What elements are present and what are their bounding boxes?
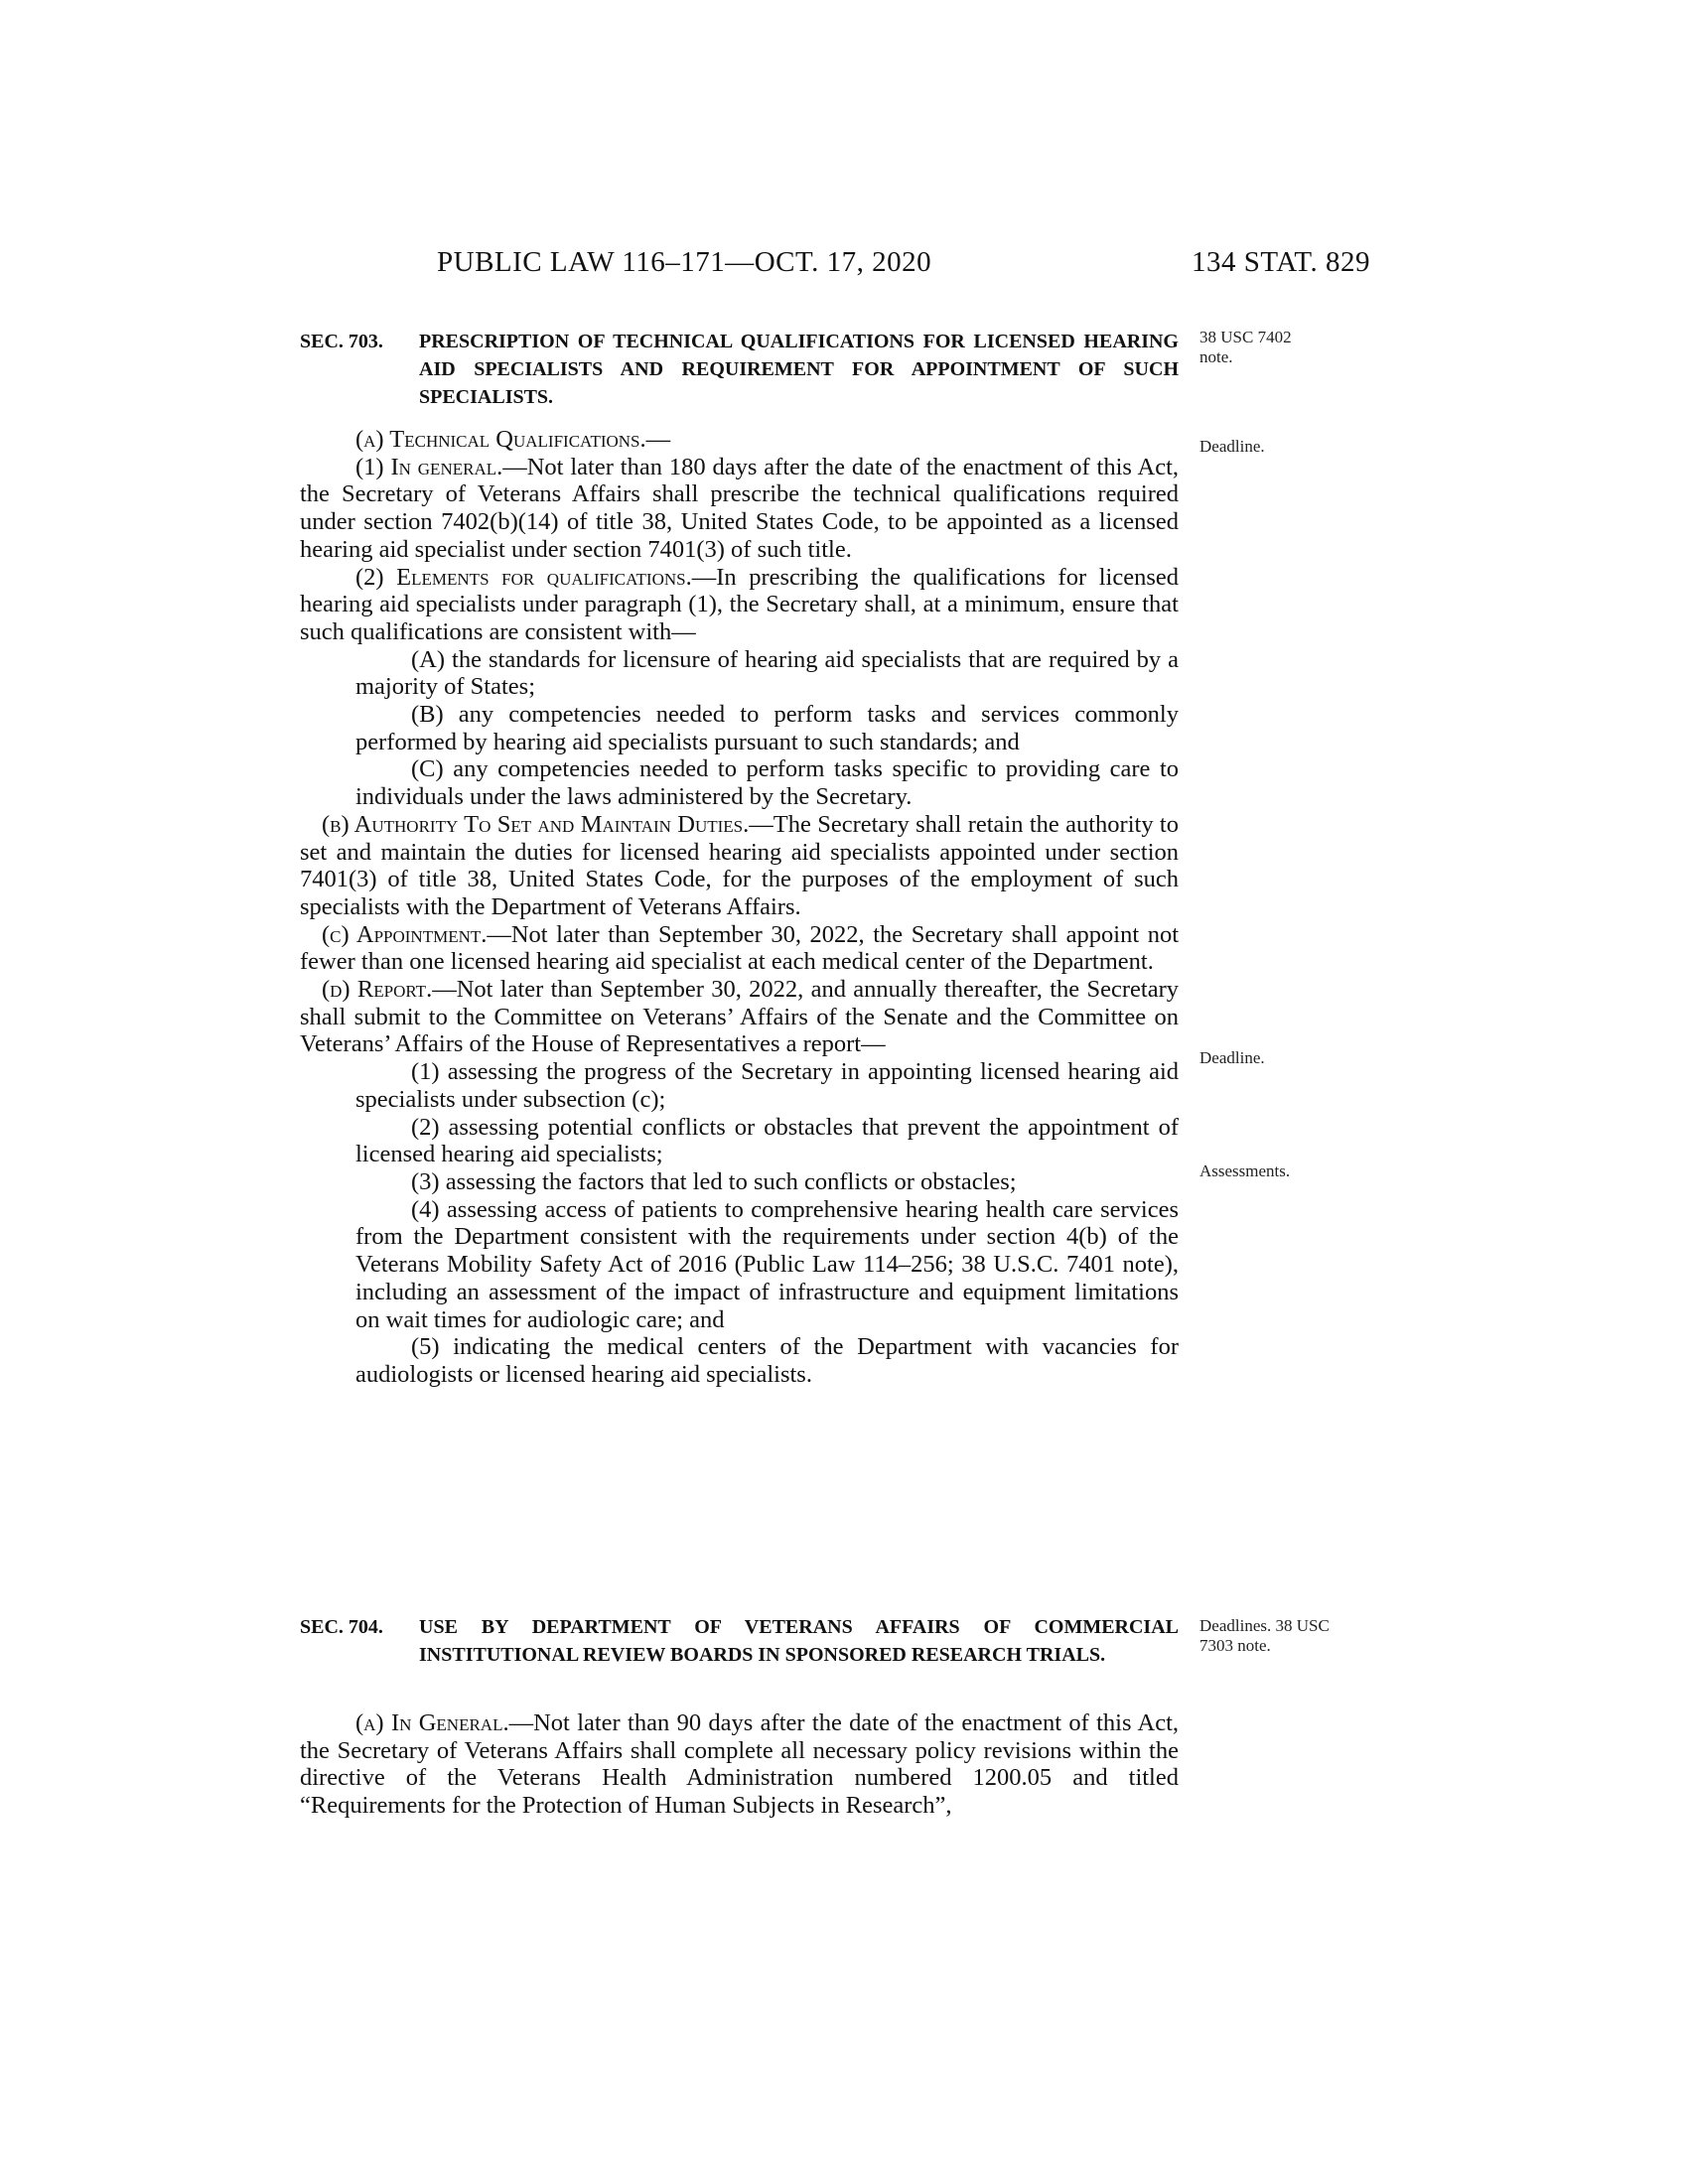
clause-a2A: (A) the standards for licensure of hearing aid specialists that are required by a majority of States; xyxy=(355,645,1179,701)
clause-d5: (5) indicating the medical centers of the Department with vacancies for audiologists or licensed hearing aid specialists. xyxy=(355,1333,1179,1388)
section-703-body xyxy=(300,426,1179,1389)
subsection-a: (a) In General.—Not later than 90 days after the date of the enactment of this Act, the Secretary of Veterans Affairs shall complete all necessary policy revisions within the directive of the Veterans Health Administration numbered 1200.05 and titled “Requirements for the Protection of Human Subjects in Research”, xyxy=(300,1709,1179,1820)
margin-note-assessments: Assessments. xyxy=(1199,1161,1291,1180)
running-head-title: PUBLIC LAW 116–171—OCT. 17, 2020 xyxy=(437,246,932,278)
section-number: SEC. 703. xyxy=(300,331,383,352)
section-number: SEC. 704. xyxy=(300,1616,383,1638)
page-number: 134 STAT. 829 xyxy=(1191,246,1370,278)
clause-d2: (2) assessing potential conflicts or obstacles that prevent the appointment of licensed hearing aid specialists; xyxy=(355,1113,1179,1168)
margin-note-deadlines-citation: Deadlines. 38 USC 7303 note. xyxy=(1199,1616,1330,1655)
section-703-heading xyxy=(300,328,1179,411)
subsection-a-heading: (a) Technical Qualifications.— xyxy=(355,426,671,453)
clause-d1: (1) assessing the progress of the Secretary in appointing licensed hearing aid specialists under subsection (c); xyxy=(355,1058,1179,1113)
clause-a2C: (C) any competencies needed to perform tasks specific to providing care to individuals under the laws administered by the Secretary. xyxy=(355,755,1179,811)
paragraph-a2: (2) Elements for qualifications.—In prescribing the qualifications for licensed hearing aid specialists under paragraph (1), the Secretary shall, at a minimum, ensure that such qualifications are consistent with— xyxy=(300,563,1179,645)
section-704-heading xyxy=(300,1613,1179,1697)
subsection-d: (d) Report.—Not later than September 30, 2022, and annually thereafter, the Secretary shall submit to the Committee on Veterans’ Affairs of the Senate and the Committee on Veterans’ Affairs of the House of Representatives a report— xyxy=(300,976,1179,1058)
margin-note-citation: 38 USC 7402 note. xyxy=(1199,328,1292,366)
section-704-body xyxy=(300,1709,1179,1820)
subsection-c: (c) Appointment.—Not later than September 30, 2022, the Secretary shall appoint not fewer than one licensed hearing aid specialist at each medical center of the Department. xyxy=(300,920,1179,976)
margin-note-deadline-2: Deadline. xyxy=(1199,1048,1265,1067)
section-title: PRESCRIPTION OF TECHNICAL QUALIFICATIONS FOR LICENSED HEARING AID SPECIALISTS AND REQUIREMENT FOR APPOINTMENT OF SUCH SPECIALISTS. xyxy=(419,331,1179,408)
section-title: USE BY DEPARTMENT OF VETERANS AFFAIRS OF COMMERCIAL INSTITUTIONAL REVIEW BOARDS IN SPONSORED RESEARCH TRIALS. xyxy=(419,1616,1179,1666)
margin-note-deadline-1: Deadline. xyxy=(1199,437,1265,456)
subsection-b: (b) Authority To Set and Maintain Duties.—The Secretary shall retain the authority to set and maintain the duties for licensed hearing aid specialists appointed under section 7401(3) of title 38, United States Code, for the purposes of the employment of such specialists with the Department of Veterans Affairs. xyxy=(300,810,1179,920)
clause-d4: (4) assessing access of patients to comprehensive hearing health care services from the Department consistent with the requirements under section 4(b) of the Veterans Mobility Safety Act of 2016 (Public Law 114–256; 38 U.S.C. 7401 note), including an assessment of the impact of infrastructure and equipment limitations on wait times for audiologic care; and xyxy=(355,1195,1179,1333)
paragraph-a1: (1) In general.—Not later than 180 days after the date of the enactment of this Act, the Secretary of Veterans Affairs shall prescribe the technical qualifications required under section 7402(b)(14) of title 38, United States Code, to be appointed as a licensed hearing aid specialist under section 7401(3) of such title. xyxy=(300,453,1179,563)
clause-d3: (3) assessing the factors that led to such conflicts or obstacles; xyxy=(411,1167,1017,1195)
clause-a2B: (B) any competencies needed to perform tasks and services commonly performed by hearing aid specialists pursuant to such standards; and xyxy=(355,701,1179,755)
page-header xyxy=(298,246,1370,286)
